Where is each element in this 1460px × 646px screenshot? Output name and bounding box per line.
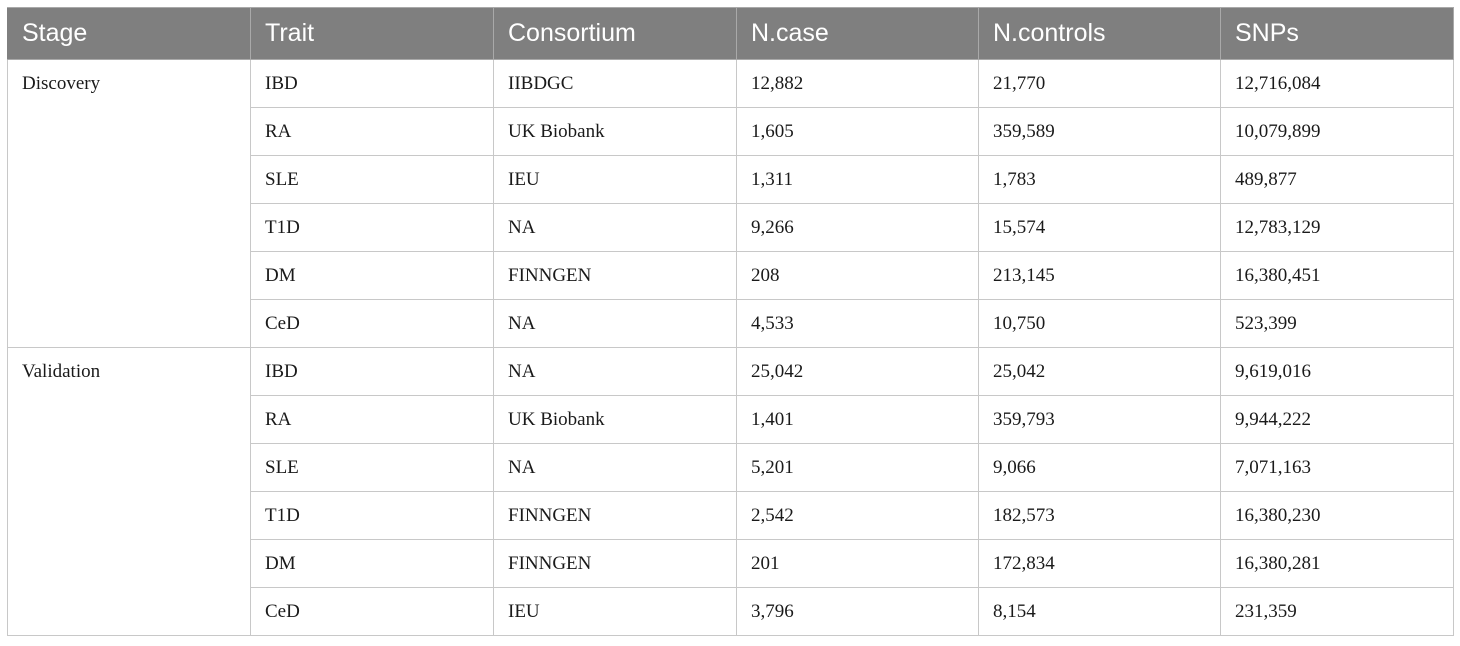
consortium-cell: UK Biobank [494, 108, 737, 156]
consortium-cell: NA [494, 348, 737, 396]
trait-cell: T1D [251, 492, 494, 540]
stage-cell [8, 204, 251, 252]
stage-cell [8, 396, 251, 444]
trait-cell: RA [251, 396, 494, 444]
n-case-cell: 2,542 [737, 492, 979, 540]
consortium-cell: IEU [494, 588, 737, 636]
table-row [8, 108, 1454, 156]
table-row [8, 348, 1454, 396]
consortium-cell: UK Biobank [494, 396, 737, 444]
n-controls-cell: 213,145 [979, 252, 1221, 300]
snps-cell: 523,399 [1221, 300, 1454, 348]
snps-cell: 16,380,451 [1221, 252, 1454, 300]
n-case-cell: 208 [737, 252, 979, 300]
n-controls-cell: 1,783 [979, 156, 1221, 204]
consortium-cell: FINNGEN [494, 252, 737, 300]
stage-cell [8, 300, 251, 348]
stage-cell [8, 108, 251, 156]
n-controls-cell: 172,834 [979, 540, 1221, 588]
trait-cell: RA [251, 108, 494, 156]
n-case-cell: 9,266 [737, 204, 979, 252]
n-controls-cell: 359,589 [979, 108, 1221, 156]
n-controls-cell: 9,066 [979, 444, 1221, 492]
snps-cell: 489,877 [1221, 156, 1454, 204]
table-row [8, 60, 1454, 108]
table-row [8, 252, 1454, 300]
snps-cell: 16,380,230 [1221, 492, 1454, 540]
gwas-summary-table [7, 7, 1454, 636]
n-case-cell: 201 [737, 540, 979, 588]
stage-cell [8, 540, 251, 588]
table-row [8, 300, 1454, 348]
table-row [8, 588, 1454, 636]
trait-cell: CeD [251, 300, 494, 348]
n-case-cell: 3,796 [737, 588, 979, 636]
consortium-cell: NA [494, 444, 737, 492]
n-case-cell: 1,401 [737, 396, 979, 444]
trait-cell: IBD [251, 60, 494, 108]
table-row [8, 156, 1454, 204]
stage-cell: Discovery [8, 60, 251, 108]
trait-cell: DM [251, 540, 494, 588]
n-controls-cell: 21,770 [979, 60, 1221, 108]
n-controls-cell: 8,154 [979, 588, 1221, 636]
stage-cell [8, 252, 251, 300]
snps-cell: 231,359 [1221, 588, 1454, 636]
stage-cell [8, 156, 251, 204]
table-body [8, 60, 1454, 636]
header-consortium: Consortium [494, 8, 737, 60]
snps-cell: 16,380,281 [1221, 540, 1454, 588]
snps-cell: 12,716,084 [1221, 60, 1454, 108]
n-controls-cell: 25,042 [979, 348, 1221, 396]
n-case-cell: 1,311 [737, 156, 979, 204]
snps-cell: 9,944,222 [1221, 396, 1454, 444]
n-controls-cell: 359,793 [979, 396, 1221, 444]
table-row [8, 540, 1454, 588]
snps-cell: 9,619,016 [1221, 348, 1454, 396]
stage-cell [8, 588, 251, 636]
consortium-cell: IIBDGC [494, 60, 737, 108]
n-case-cell: 25,042 [737, 348, 979, 396]
snps-cell: 10,079,899 [1221, 108, 1454, 156]
stage-cell [8, 492, 251, 540]
trait-cell: DM [251, 252, 494, 300]
header-stage: Stage [8, 8, 251, 60]
table-row [8, 396, 1454, 444]
stage-cell: Validation [8, 348, 251, 396]
snps-cell: 12,783,129 [1221, 204, 1454, 252]
data-table-container [7, 7, 1453, 636]
trait-cell: SLE [251, 444, 494, 492]
snps-cell: 7,071,163 [1221, 444, 1454, 492]
header-n-case: N.case [737, 8, 979, 60]
table-row [8, 444, 1454, 492]
consortium-cell: FINNGEN [494, 492, 737, 540]
header-n-controls: N.controls [979, 8, 1221, 60]
header-snps: SNPs [1221, 8, 1454, 60]
n-controls-cell: 15,574 [979, 204, 1221, 252]
n-controls-cell: 10,750 [979, 300, 1221, 348]
consortium-cell: NA [494, 204, 737, 252]
trait-cell: CeD [251, 588, 494, 636]
consortium-cell: NA [494, 300, 737, 348]
stage-cell [8, 444, 251, 492]
n-controls-cell: 182,573 [979, 492, 1221, 540]
trait-cell: T1D [251, 204, 494, 252]
header-trait: Trait [251, 8, 494, 60]
table-row [8, 492, 1454, 540]
n-case-cell: 12,882 [737, 60, 979, 108]
table-header [8, 8, 1454, 60]
table-row [8, 204, 1454, 252]
n-case-cell: 4,533 [737, 300, 979, 348]
trait-cell: IBD [251, 348, 494, 396]
n-case-cell: 5,201 [737, 444, 979, 492]
trait-cell: SLE [251, 156, 494, 204]
n-case-cell: 1,605 [737, 108, 979, 156]
header-row [8, 8, 1454, 60]
consortium-cell: IEU [494, 156, 737, 204]
consortium-cell: FINNGEN [494, 540, 737, 588]
